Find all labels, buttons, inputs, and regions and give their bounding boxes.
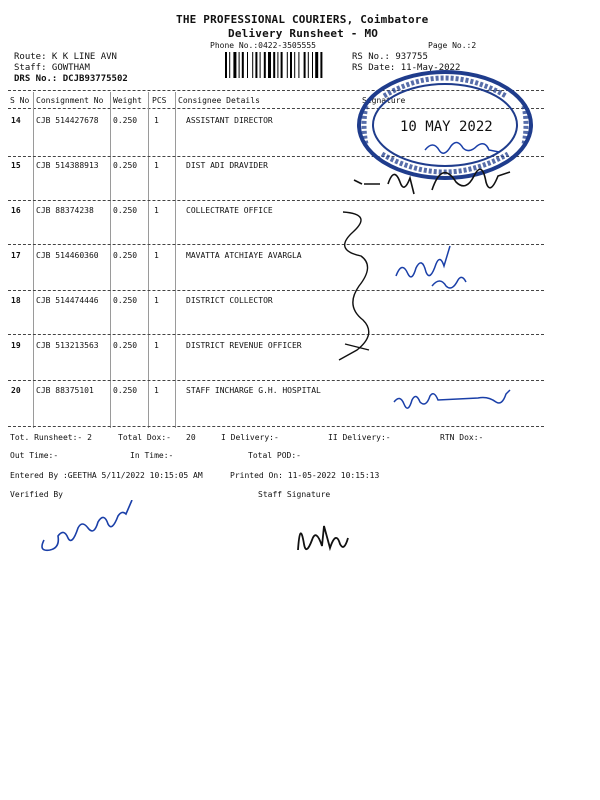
staff: Staff: GOWTHAM [14, 63, 90, 73]
route: Route: K K LINE AVN [14, 52, 117, 62]
total-pod: Total POD:- [248, 451, 301, 460]
ii-delivery: II Delivery:- [328, 433, 391, 442]
row-weight: 0.250 [113, 206, 138, 215]
row-consignee: MAVATTA ATCHIAYE AVARGLA [186, 251, 302, 260]
page-number: Page No.:2 [428, 41, 477, 50]
total-dox-label: Total Dox:- [118, 433, 171, 442]
phone-number: Phone No.:0422-3505555 [210, 41, 316, 50]
row-pcs: 1 [154, 386, 159, 395]
staff-signature [290, 510, 360, 560]
row-pcs: 1 [154, 206, 159, 215]
row-rule [8, 334, 544, 335]
row-sno: 15 [11, 161, 21, 170]
signature-row-20 [390, 384, 520, 418]
row-sno: 14 [11, 116, 21, 125]
row-consignment-no: CJB 513213563 [36, 341, 99, 350]
verifier-signature [36, 500, 146, 556]
row-sno: 17 [11, 251, 21, 260]
in-time: In Time:- [130, 451, 174, 460]
row-consignment-no: CJB 514388913 [36, 161, 99, 170]
stamp-date: 10 MAY 2022 [400, 119, 493, 135]
signature-row-15 [352, 160, 532, 206]
entered-by: Entered By :GEETHA 5/11/2022 10:15:05 AM [10, 471, 203, 480]
staff-signature-label: Staff Signature [258, 490, 331, 499]
column-divider [148, 92, 149, 428]
barcode [225, 52, 345, 78]
column-divider [175, 92, 176, 428]
i-delivery: I Delivery:- [221, 433, 279, 442]
row-consignee: DIST ADI DRAVIDER [186, 161, 268, 170]
row-weight: 0.250 [113, 161, 138, 170]
row-sno: 18 [11, 296, 21, 305]
rs-number: RS No.: 937755 [352, 52, 428, 62]
row-pcs: 1 [154, 251, 159, 260]
row-consignee: COLLECTRATE OFFICE [186, 206, 273, 215]
row-sno: 20 [11, 386, 21, 395]
column-divider [33, 92, 34, 428]
row-weight: 0.250 [113, 296, 138, 305]
verified-by-label: Verified By [10, 490, 63, 499]
col-consignment: Consignment No [36, 96, 104, 105]
signature-collectrate [325, 206, 385, 366]
document-title: Delivery Runsheet - MO [228, 27, 379, 40]
rtn-dox: RTN Dox:- [440, 433, 484, 442]
col-sno: S No [10, 96, 30, 105]
row-consignment-no: CJB 514427678 [36, 116, 99, 125]
row-sno: 19 [11, 341, 21, 350]
row-weight: 0.250 [113, 251, 138, 260]
row-consignment-no: CJB 514460360 [36, 251, 99, 260]
out-time: Out Time:- [10, 451, 59, 460]
col-consignee: Consignee Details [178, 96, 260, 105]
row-consignee: STAFF INCHARGE G.H. HOSPITAL [186, 386, 321, 395]
row-pcs: 1 [154, 341, 159, 350]
printed-on: Printed On: 11-05-2022 10:15:13 [230, 471, 380, 480]
company-name: THE PROFESSIONAL COURIERS, Coimbatore [176, 13, 429, 26]
signature-row-17 [392, 236, 482, 296]
table-bottom-rule [8, 426, 544, 427]
col-pcs: PCS [152, 96, 167, 105]
row-consignee: DISTRICT COLLECTOR [186, 296, 273, 305]
total-runsheet: Tot. Runsheet:- 2 [10, 433, 92, 442]
row-consignment-no: CJB 88374238 [36, 206, 94, 215]
total-dox-value: 20 [186, 433, 196, 442]
row-weight: 0.250 [113, 341, 138, 350]
drs-number: DRS No.: DCJB93775502 [14, 74, 128, 84]
column-divider [110, 92, 111, 428]
row-weight: 0.250 [113, 116, 138, 125]
row-consignment-no: CJB 514474446 [36, 296, 99, 305]
row-consignee: ASSISTANT DIRECTOR [186, 116, 273, 125]
row-pcs: 1 [154, 161, 159, 170]
col-signature: Signature [362, 96, 406, 105]
row-rule [8, 380, 544, 381]
row-pcs: 1 [154, 116, 159, 125]
rs-date: RS Date: 11-May-2022 [352, 63, 461, 73]
row-sno: 16 [11, 206, 21, 215]
row-consignment-no: CJB 88375101 [36, 386, 94, 395]
col-weight: Weight [113, 96, 142, 105]
handwritten-note [420, 138, 530, 162]
row-weight: 0.250 [113, 386, 138, 395]
row-pcs: 1 [154, 296, 159, 305]
row-consignee: DISTRICT REVENUE OFFICER [186, 341, 302, 350]
